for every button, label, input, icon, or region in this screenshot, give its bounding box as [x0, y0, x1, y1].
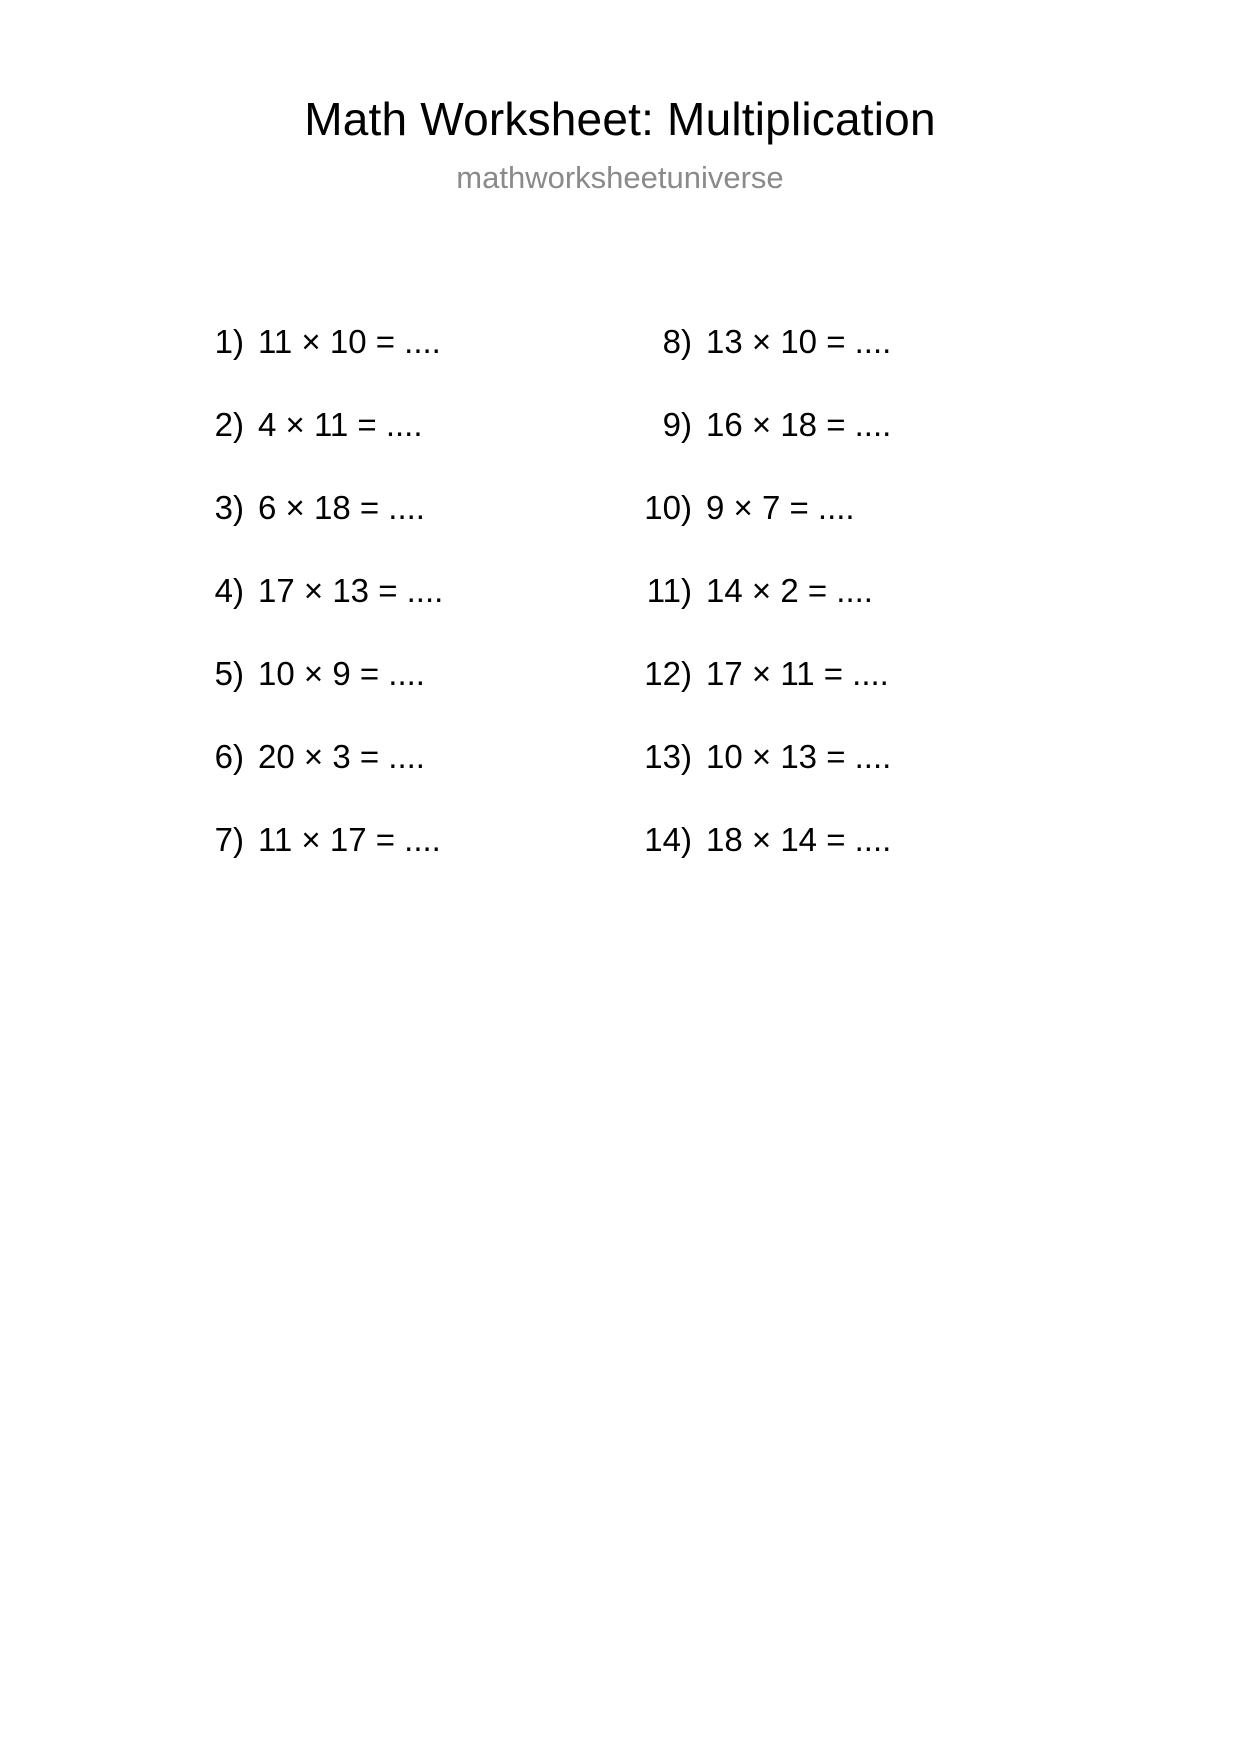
problem-number: 5): [214, 655, 244, 692]
page-title: Math Worksheet: Multiplication: [304, 93, 936, 145]
problem-item: [178, 632, 618, 715]
problem-expression: 9 × 7 = ....: [706, 489, 855, 526]
problem-expression: 14 × 2 = ....: [706, 572, 873, 609]
problem-number: 2): [214, 406, 244, 443]
problem-item: [626, 549, 1066, 632]
problem-number: 1): [214, 323, 244, 360]
problem-number: 13): [644, 738, 692, 775]
problem-number: 4): [214, 572, 244, 609]
problem-item: [178, 383, 618, 466]
problem-number: 7): [214, 821, 244, 858]
problem-expression: 11 × 10 = ....: [258, 323, 441, 360]
problem-item: [626, 466, 1066, 549]
problem-item: [626, 632, 1066, 715]
problem-item: [626, 300, 1066, 383]
problem-item: [178, 798, 618, 881]
problem-item: [178, 466, 618, 549]
problem-expression: 16 × 18 = ....: [706, 406, 892, 443]
problem-expression: 13 × 10 = ....: [706, 323, 892, 360]
problem-item: [626, 715, 1066, 798]
problem-expression: 6 × 18 = ....: [258, 489, 425, 526]
problem-number: 9): [662, 406, 692, 443]
problem-number: 8): [662, 323, 692, 360]
problem-expression: 17 × 11 = ....: [706, 655, 889, 692]
page-subtitle: mathworksheetuniverse: [456, 160, 784, 195]
problem-number: 14): [644, 821, 692, 858]
problem-expression: 18 × 14 = ....: [706, 821, 892, 858]
problem-list: [0, 300, 1240, 881]
problem-expression: 20 × 3 = ....: [258, 738, 425, 775]
problem-item: [626, 798, 1066, 881]
problem-expression: 11 × 17 = ....: [258, 821, 441, 858]
problem-item: [178, 300, 618, 383]
problem-expression: 10 × 13 = ....: [706, 738, 892, 775]
problem-column-right: [626, 300, 1066, 881]
problem-expression: 17 × 13 = ....: [258, 572, 444, 609]
problem-number: 6): [214, 738, 244, 775]
problem-item: [178, 549, 618, 632]
problem-column-left: [178, 300, 618, 881]
problem-item: [178, 715, 618, 798]
problem-number: 3): [214, 489, 244, 526]
problem-expression: 4 × 11 = ....: [258, 406, 423, 443]
problem-expression: 10 × 9 = ....: [258, 655, 425, 692]
problem-number: 12): [644, 655, 692, 692]
problem-number: 10): [644, 489, 692, 526]
problem-item: [626, 383, 1066, 466]
problem-number: 11): [646, 572, 692, 609]
